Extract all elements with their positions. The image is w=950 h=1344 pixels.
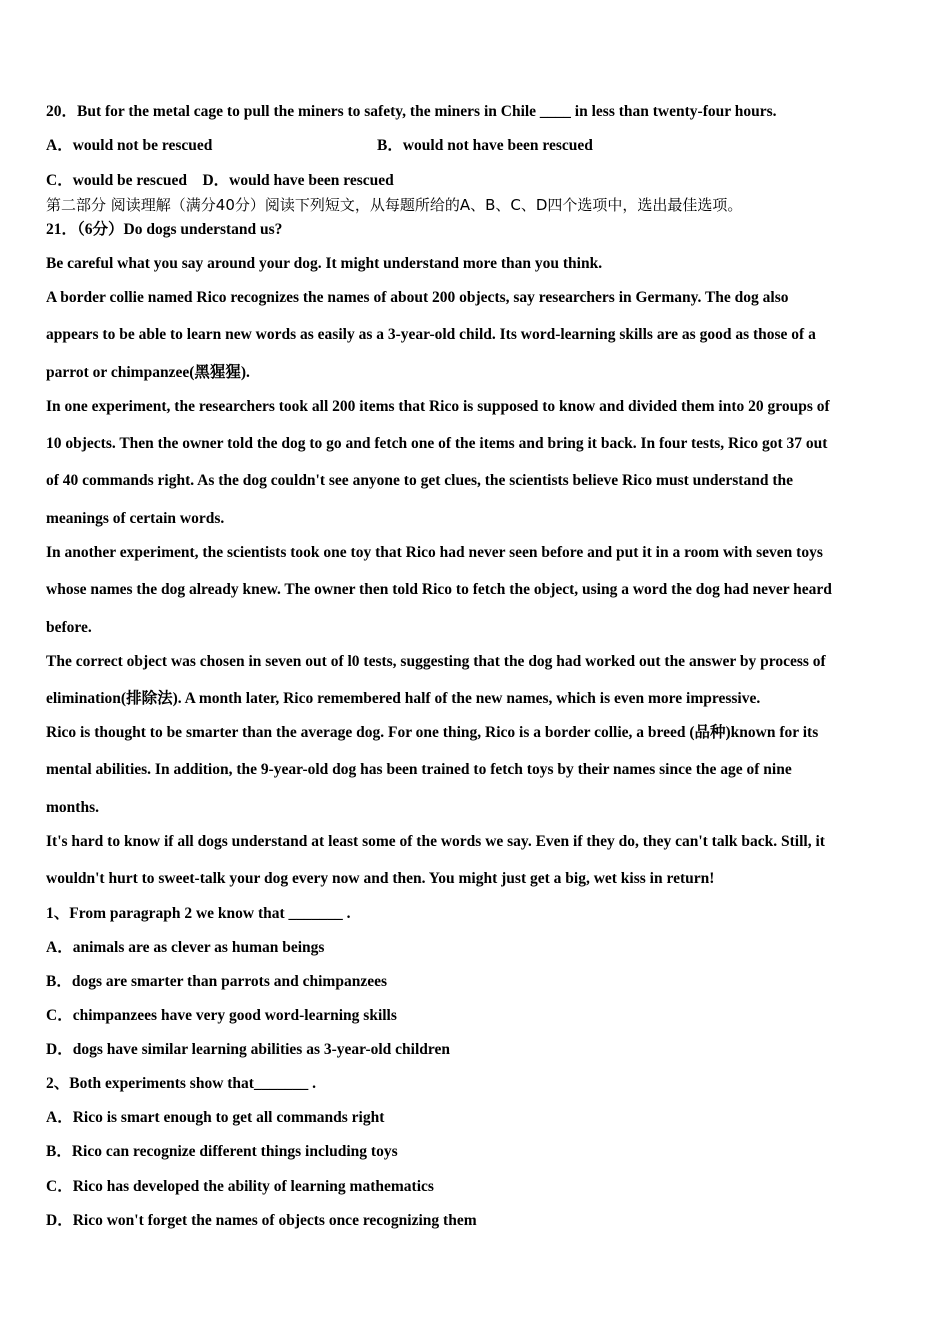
passage-line: In another experiment, the scientists took one toy that Rico had never seen before and put it in a room with seven toys bbox=[46, 544, 823, 561]
question-1-option-a: A．animals are as clever as human beings bbox=[46, 939, 325, 956]
q21-title: 21．（6分）Do dogs understand us? bbox=[46, 221, 283, 238]
question-2-option-b: B．Rico can recognize different things including toys bbox=[46, 1143, 398, 1160]
passage-line: before. bbox=[46, 619, 92, 636]
passage-line: Be careful what you say around your dog. It might understand more than you think. bbox=[46, 255, 603, 272]
question-1-option-b: B．dogs are smarter than parrots and chimpanzees bbox=[46, 973, 388, 990]
section2-heading: 第二部分 阅读理解（满分40分）阅读下列短文，从每题所给的A、B、C、D四个选项中，选出最佳选项。 bbox=[46, 196, 743, 214]
passage-line: meanings of certain words. bbox=[46, 510, 225, 527]
q20-option-cd: C．would be rescued D．would have been rescued bbox=[46, 172, 394, 189]
question-2-option-a: A．Rico is smart enough to get all commands right bbox=[46, 1109, 385, 1126]
q20-option-a: A．would not be rescued bbox=[46, 137, 213, 154]
passage-line: It's hard to know if all dogs understand at least some of the words we say. Even if they do, they can't talk back. Still, it bbox=[46, 833, 825, 850]
question-2-stem: 2、Both experiments show that_______ . bbox=[46, 1075, 316, 1092]
passage-line: Rico is thought to be smarter than the average dog. For one thing, Rico is a border collie, a breed (品种)known for its bbox=[46, 724, 819, 741]
passage-line: 10 objects. Then the owner told the dog to go and fetch one of the items and bring it back. In four tests, Rico got 37 out bbox=[46, 435, 828, 452]
question-1-stem: 1、From paragraph 2 we know that _______ . bbox=[46, 905, 351, 922]
passage-line: parrot or chimpanzee(黑猩猩). bbox=[46, 364, 250, 381]
passage-line: A border collie named Rico recognizes the names of about 200 objects, say researchers in Germany. The dog also bbox=[46, 289, 789, 306]
passage-line: of 40 commands right. As the dog couldn't see anyone to get clues, the scientists believe Rico must understand the bbox=[46, 472, 793, 489]
passage-line: appears to be able to learn new words as easily as a 3-year-old child. Its word-learning skills are as good as those of a bbox=[46, 326, 816, 343]
passage-line: whose names the dog already knew. The owner then told Rico to fetch the object, using a word the dog had never heard bbox=[46, 581, 832, 598]
passage-line: months. bbox=[46, 799, 99, 816]
q20-option-b: B．would not have been rescued bbox=[377, 137, 593, 154]
passage-line: elimination(排除法). A month later, Rico remembered half of the new names, which is even more impressive. bbox=[46, 690, 761, 707]
q20-stem: 20．But for the metal cage to pull the miners to safety, the miners in Chile ____ in less than twenty-four hours. bbox=[46, 103, 777, 120]
question-2-option-c: C．Rico has developed the ability of learning mathematics bbox=[46, 1178, 434, 1195]
question-1-option-d: D．dogs have similar learning abilities as 3-year-old children bbox=[46, 1041, 451, 1058]
question-2-option-d: D．Rico won't forget the names of objects once recognizing them bbox=[46, 1212, 477, 1229]
passage-line: The correct object was chosen in seven out of l0 tests, suggesting that the dog had worked out the answer by process of bbox=[46, 653, 826, 670]
passage-line: mental abilities. In addition, the 9-year-old dog has been trained to fetch toys by their names since the age of nine bbox=[46, 761, 792, 778]
passage-line: wouldn't hurt to sweet-talk your dog every now and then. You might just get a big, wet kiss in return! bbox=[46, 870, 715, 887]
question-1-option-c: C．chimpanzees have very good word-learning skills bbox=[46, 1007, 397, 1024]
passage-line: In one experiment, the researchers took all 200 items that Rico is supposed to know and divided them into 20 groups of bbox=[46, 398, 830, 415]
